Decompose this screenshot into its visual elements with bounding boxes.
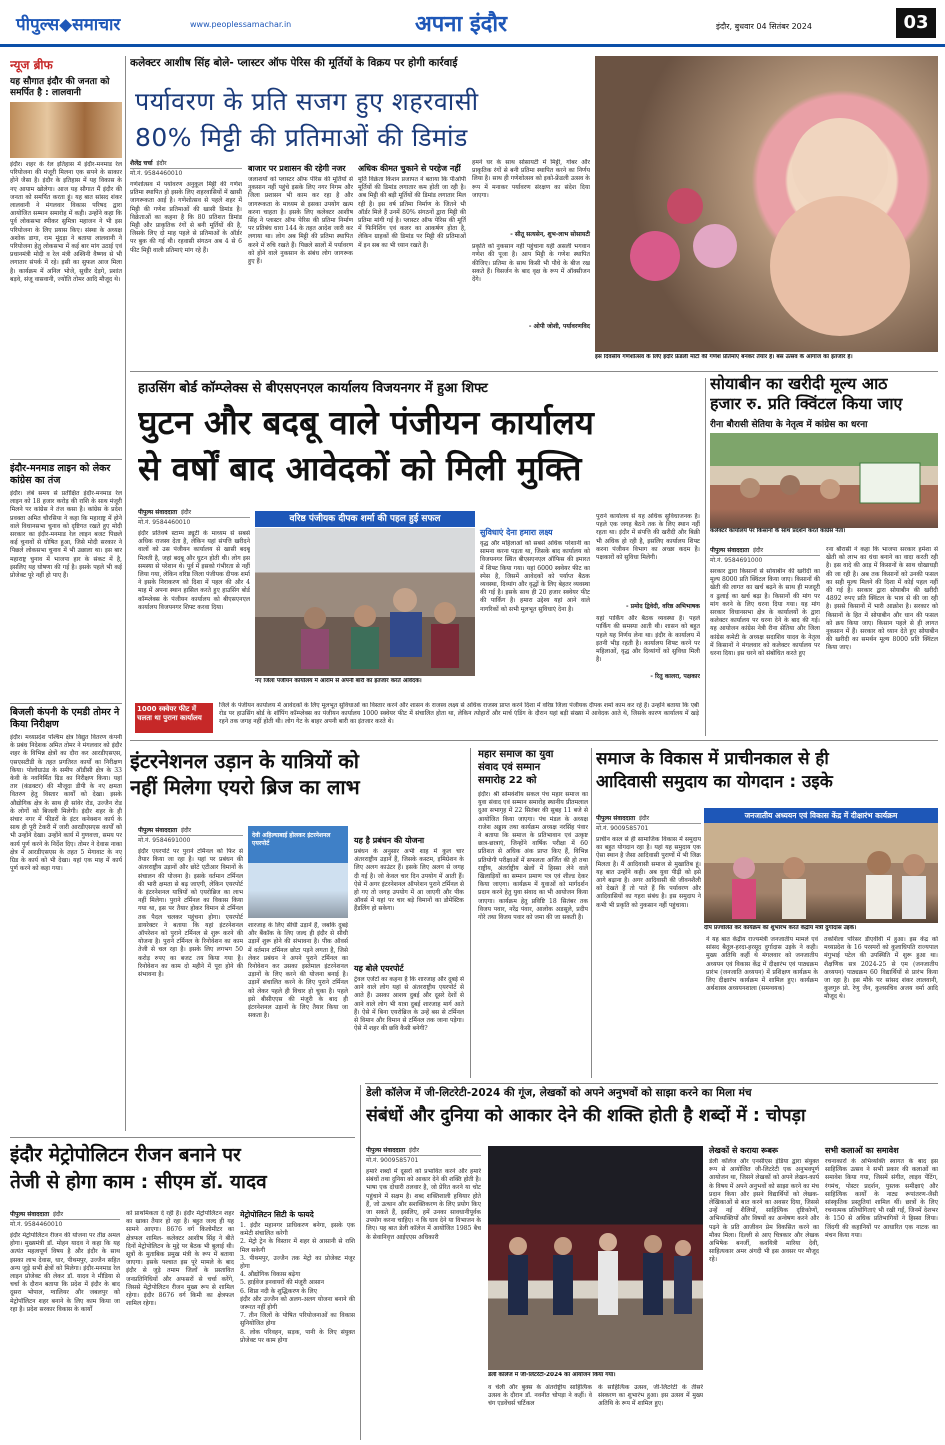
story8-col2: व चेली और बुक्स के अंतर्राष्ट्रीय साहित्यिक उत्सव के दौरान डॉ. नवनीत चोपड़ा ने कहीं। वे चंग एडवेंचर्स चर्टिकल [488,1384,592,1408]
story4-byline [138,826,243,836]
brief-1-photo [10,102,122,158]
story1-quote-2-author: - ओपी जोशी, पर्यावरणविद [528,323,590,331]
story3-col1: सरकार द्वारा किसानों से सोयाबीन की खरीदी का मूल्य 8000 प्रति क्विंटल किया जाए। किसानों की खेती की लागत का खर्च बढ़ने के साथ ही मजदूरी व ढुलाई का खर्च बढ़ा है। किसानों की मांग पर मांग करने के लिए धरना दिया गया। यह मांग सरकार विधानसभा क्षेत्र के कार्यालयों के द्वारा कलेक्टर कार्यालय पर धरना देने के बाद की गई। यह आयोजन कांग्रेस नेत्री रीना सेतिया और जिला कांग्रेस कमेटी के अध्यक्ष सदाशिव यादव के नेतृत्व में किसानों ने मंगलवार को कलेक्टर कार्यालय पर धरना दिया। इस धरने को संबोधित करते हुए [710,568,820,658]
story7-box-head: मेट्रोपोलिटन सिटी के फायदे [240,1210,314,1219]
story1-kicker: कलेक्टर आशीष सिंह बोले- प्लास्टर ऑफ पेरिस की मूर्तियों के विक्रय पर होगी कार्रवाई [130,57,458,69]
story1-mobile: मो.नं. 9584460010 [130,170,183,177]
airport-photo [248,826,348,918]
story4-col4: ट्रेवल एजेंटों का कहना है कि शारजाह और दुबई से आने वाले लोग यहां से अंतरराष्ट्रीय एयरपोर्ट से आते हैं। उसका आशय दुबई और दूसरे देशों से आने वाले लोग भी यात्रा दुबई शारजाह मार्ग आते हैं। ऐसे में बिना एयरोब्रिज के उन्हें बस से टर्मिनल से विमान और विमान से टर्मिनल तक जाना पड़ेगा। ऐसे में शहर की छवि कैसी बनेगी? [354,976,464,1033]
page-number: 03 [896,8,936,38]
story2-byline [138,508,250,518]
story8-kicker: डेली कॉलेज में जी-लिटरेटी-2024 की गूंज, लेखकों को अपने अनुभवों को साझा करने का मिला मंच [366,1087,752,1099]
story8-subhead-1: लेखकों से कराया रूबरू [709,1146,779,1155]
story3-subhead: रीना बौरासी सेतिया के नेतृत्व में कांग्रेस का धरना [710,420,868,430]
story1-col1: गणेशोत्सव में पर्यावरण अनुकूल मिट्टी की गणेश प्रतिमा स्थापित हो इसके लिए शहरवासियों में खासी जागरूकता आई है। गणेशोत्सव से पहले शहर में मिट्टी की गणेश प्रतिमाओं की खासी डिमांड है। विक्रेताओं का कहना है कि 80 प्रतिशत डिमांड मिट्टी और प्राकृतिक रंगों से बनी मूर्तियों की है, जिसके लिए दो माह पहले से प्रतिमाओं के ऑर्डर पर बुक की गई थी। रहवासी संगठन अब 4 से 6 फीट मिट्टी वाली प्रतिमाएं मांग रहे हैं। [130,181,242,254]
story5-headline-1[interactable]: महार समाज का युवा [478,749,554,760]
brief-1-body: इंदौर। शहर के रेल इतिहास में इंदौर-मनमाड रेल परियोजना की मंजूरी मिलना एक सपने के साकार होने जैसा है। इंदौर के इतिहास में यह विकास के नए आयाम खोलेगा। आज यह सौगात मैं इंदौर की जनता को समर्पित करता हूं। यह बात सांसद शंकर लालवानी ने मंगलवार विकास परिषद द्वारा आयोजित सम्मान समारोह में कही। उन्होंने कहा कि पूर्व लोकसभा स्पीकर सुमित्रा महाजन ने भी इस परियोजना के लिए प्रयास किए। संस्था के अध्यक्ष अशोक डागा, राम मूंदड़ा ने बताया लालवानी ने परियोजना हेतु लोकसभा में कई बार मांग उठाई एवं प्रधानमंत्री मोदी व रेल मंत्री अश्विनी वैष्णव से भी लगातार संपर्क में रहे। इसी का सुफल आज मिला है। कार्यक्रम में अनिल भोजे, सुधीर देड़गे, प्रशांत बड़वे, संजू वासवानी, ज्योति तोमर आदि मौजूद थे। [10,161,122,283]
logo[interactable]: पीपुल्स◆समाचार [16,15,121,35]
story2-footer-text: जिले के पंजीयन कार्यालय में आवेदकों के लिए मूलभूत सुविधाओं का विस्तार करने और शासन के राजस्व लक्ष्य से अधिक राजस्व प्राप्त करने दिशा में वरिष्ठ जिला पंजीयक दीपक शर्मा काम कर रहे हैं। उन्होंने बताया कि एबी रोड पर हाउसिंग बोर्ड के शॉपिंग कॉम्प्लेक्स का पंजीयन कार्यालय 1000 स्क्वेयर फीट में संचालित होता था, लेकिन त्योहारों और मार्च एंडिंग के दौरान यहां बड़ी संख्या में आवेदक आते थे, जिसके कारण कार्यालय में खड़े रहने तक जगह नहीं होती थी। लोग गेट के बाहर अपनी बारी का इंतजार करते थे। [219,702,699,726]
story-daily-college [366,1086,938,1440]
benefit-item: 6. शिप्रा नदी के शुद्धिकरण के लिए [240,1287,318,1295]
byline-city: इंदौर [180,509,192,516]
benefit-item: 5. हाईवेज इनवायरों की मंजूरी आसान [240,1279,324,1287]
story4-col2: शारजाह के लिए सीधी उड़ानें हैं, जबकि दुबई और बैंकॉक के लिए जल्द ही इंदौर से सीधी उड़ानें शुरू होने की संभावना है। पीक ऑवर्स में वर्तमान टर्मिनल छोटा पड़ने लगता है, जिसे लेकर प्रबंधन ने अपने पुराने टर्मिनल का रिनोवेशन कर उसका इस्तेमाल इंटरनेशनल उड़ानों के लिए करने की योजना बनाई है। उड़ानें संचालित करने के लिए पुराने टर्मिनल को लेकर पहले ही विचार हो चुका है। पहले इसे बीसीएएस की मंजूरी के बाद ही इंटरनेशनल उड़ानों के लिए तैयार किया जा सकता है। [248,922,348,1020]
story2-quote-2: यहां पार्किंग और बैठक व्यवस्था है। पहले पार्किंग की समस्या आती थी। शासन को बहुत पहले यह निर्णय लेना था। इंदौर के कार्यालय में इतनी भीड़ रहती है। कार्यालय शिफ्ट करने पर महिलाओं, वृद्ध और दिव्यांगों को सुविधा मिली है। [596,615,700,664]
news-brief-label: न्यूज ब्रीफ [10,58,53,72]
story3-headline-2[interactable]: हजार रु. प्रति क्विंटल किया जाए [710,394,903,413]
news-brief-column [10,56,122,1131]
story6-headline-2[interactable]: आदिवासी समुदाय का योगदान : उइके [596,772,833,792]
story2-tag: 1000 स्क्वेयर फीट में चलता था पुराना कार्यालय [135,703,213,733]
reporter-name: पीपुल्स संवाददाता [366,1147,406,1154]
benefit-item: 4. औद्योगिक विकास बढ़ेगा [240,1271,301,1279]
adivasi-photo-caption: दीप प्रज्वलित कर कार्यक्रम का शुभारंभ करते केंद्रीय मंत्री दुर्गादास उइके। [704,925,857,931]
event-shapes [704,823,938,923]
story4-headline-2[interactable]: नहीं मिलेगा एयरो ब्रिज का लाभ [130,775,360,799]
reporter-name: पीपुल्स संवाददाता [10,1211,50,1218]
story2-subhead: सुविधाएं देना हमारा लक्ष्य [480,528,553,537]
registration-office-photo [255,528,475,676]
byline-city: इंदौर [752,547,764,554]
ganesh-idols-photo [595,56,938,352]
story7-col2: को प्राथमिकता दे रही है। इंदौर मेट्रोपोलिटन शहर का खाका तैयार हो रहा है। बहुत जल्द ही यह सामने आएगा। 8676 वर्ग किलोमीटर का क्षेत्रफल शामिल- कलेक्टर आशीष सिंह ने बीते दिनों मेट्रोपोलिटन के मुद्दे पर बैठक भी बुलाई थी। सूत्रों के मुताबिक प्रमुख मंत्री के रूप में बताया जाएगा। इसके पश्चात इस पूरे मामले के बाद इंदौर से जुड़े तमाम जिलों के प्रस्तावित जनप्रतिनिधियों और अफसरों से चर्चा करेंगे, जिससे मेट्रोपोलिटन रीजन मुख्य रूप से शामिल रहेगा। इंदौर 8676 वर्ग किमी का क्षेत्रफल शामिल रहेगा। [126,1210,234,1308]
story1-headline-1[interactable]: पर्यावरण के प्रति सजग हुए शहरवासी [135,87,479,116]
story3-headline-1[interactable]: सोयाबीन का खरीदी मूल्य आठ [710,374,888,393]
story7-headline-2[interactable]: तेजी से होगा काम : सीएम डॉ. यादव [10,1171,267,1193]
brief-2-body: इंदौर। लंबे समय से प्रतीक्षित इंदौर-मनमाड रेल लाइन को 18 हजार करोड़ की राशि के साथ मंजूरी मिलने पर कांग्रेस ने तंज कसा है। कांग्रेस के प्रदेश प्रवक्ता अमित चौरसिया ने कहा कि महाराष्ट्र में होने वाले विधानसभा चुनाव को दृष्टिगत रखते हुए मोदी सरकार का इंदौर-मनमाड रेल लाइन बजट पिछले कई चुनावों से घोषित हुआ, जिसे मोदी सरकार ने पिछले लोकसभा चुनाव में भी उछाला था। इस बार महाराष्ट्र चुनाव में भाजपा हार के संकट में है, इसलिए यह घोषणा की गई है। इसके पहले भी कई प्रोजेक्ट पूरे नहीं हो पाए हैं। [10,490,122,580]
story8-mobile: मो.नं. 9009585701 [366,1157,419,1164]
story-aero-bridge [130,748,467,1078]
brief-1-headline[interactable]: यह सौगात इंदौर की जनता को समर्पित है : लालवानी [10,77,110,98]
story2-col2: वृद्ध और महिलाओं को सबसे अधिक परेशानी का सामना करना पड़ता था, जिसके बाद कार्यालय को विजयनगर स्थित बीएसएनएल ऑफिस की इमारत में शिफ्ट किया गया। यहां 6000 स्क्वेयर फीट का स्पेस है, जिसमें आवेदकों को पर्याप्त बैठक व्यवस्था, दिव्यांग और वृद्धों के लिए बेहतर व्यवस्था की गई है। इसके साथ ही 20 हजार स्क्वेयर फीट की पार्किंग है। हमारा उद्देश्य यहां आने वाले नागरिकों को सभी मूलभूत सुविधाएं देना है। [480,540,590,613]
benefit-item: 7. तीन जिलों के पोषित परियोजनाओं का विकास सुनियोजित होगा [240,1312,355,1328]
story8-col3: के साहित्यिक उत्सव, जी-लिटरेटी के तीसरे संस्करण का शुभारंभ हुआ। इस उत्सव में मुख्य अतिथि के रूप में शामिल हुए। [598,1384,703,1408]
story8-subhead-2: सभी कलाओं का समावेश [825,1146,899,1155]
story4-subhead-1: यह है प्रबंधन की योजना [354,836,425,845]
story5-headline-3[interactable]: समारोह 22 को [478,775,537,786]
daily-college-photo-caption: डेली कॉलेज में जी-लिटरेटी-2024 का आयोजन किया गया। [488,1372,616,1378]
story2-headline-1[interactable]: घुटन और बदबू वाले पंजीयन कार्यालय [138,403,594,442]
site-url[interactable]: www.peoplessamachar.in [190,20,292,29]
story1-byline [130,159,242,169]
story-mahar-samaj [478,748,588,1078]
benefit-item: 2. मेट्रो ट्रेन के विस्तार में शहर से आसानी से राशि मिल सकेगी [240,1238,355,1254]
benefit-item: 3. पीथमपुर, उज्जैन तक मेट्रो का प्रोजेक्ट मंजूर होगा [240,1254,355,1271]
benefit-item: इंदौर और उज्जैन को अलग-अलग योजना बनाने की जरूरत नहीं होगी [240,1295,355,1312]
story2-quote-1-author: - प्रमोद द्विवेदी, वरिष्ठ अभिभाषक [626,603,700,610]
story4-col3: प्रबंधन के अनुसार अभी शाह में कुल चार अंतरराष्ट्रीय उड़ानें हैं, जिसके कस्टम, इमिग्रेशन के लिए अलग काउंटर हैं। इसके लिए अलग से जगह दी गई है। जो केवल चार दिन उपयोग में आती हैं। ऐसे में अगर इंटरनेशनल ऑपरेशन पुराने टर्मिनल से हो गए तो जगह उपयोग में आ जाएगी और पीक ऑवर्स में यहां पर चार बड़े विमानों का डोमेस्टिक हैंडलिंग हो सकेगा। [354,848,464,913]
registration-photo-caption: नए जिला पंजीयन कार्यालय में आराम से अपनी बारी का इंतजार करते आवेदक। [255,678,422,684]
story1-subhead-2: बाजार पर प्रशासन की रहेगी नजर [248,164,346,173]
ganesh-photo-caption: इस दिवसीय गणेशोत्सव के लिए इंदौर फ्रेंडली माटी की गणेश प्रतिमाएं बनकर तैयार हैं। बस उत्सव के आगाज का इंतजार है। [595,354,853,360]
story2-quote-2-author: - रितु कालरा, पक्षकार [650,673,700,681]
story2-banner: वरिष्ठ पंजीयक दीपक शर्मा की पहल हुई सफल [255,511,475,527]
benefit-item: 1. इंदौर महानगर प्राधिकरण बनेगा, इसके एक कमेटी संचालित करेगी [240,1222,355,1238]
applicants-shapes [255,528,475,676]
story1-quote-1: हमने घर के साथ सोसायटी में मिट्टी, गोबर और प्राकृतिक रंगों से बनी प्रतिमा स्थापित करने का निर्णय लिया है। साथ ही गणेशोत्सव को इको-फ्रेंडली उत्सव के रूप में मनाकर पर्यावरण संरक्षण का संदेश दिया जाएगा। [472,159,590,199]
reporter-name: पीपुल्स संवाददाता [138,827,178,834]
story7-benefit-list [240,1222,355,1345]
story4-subhead-2: यह बोले एयरपोर्ट [354,964,404,973]
story1-quote-2: प्रकृति को नुकसान नहीं पहुंचाना यही असली भगवान गणेश की पूजा है। आप मिट्टी के गणेश स्थापित कीजिए। प्रतिमा के साथ किसी भी पौधे के बीज रख सकते हैं। विसर्जन के बाद वृक्ष के रूप में ऑक्सीजन देंगे। [472,243,590,284]
story8-col5: रचनाकारों के अभिव्यक्ति स्वागत के बाद इस साहित्यिक उत्सव ने सभी प्रकार की कलाओं का समावेश किया गया, जिसमें संगीत, लाइव पेंटिंग, रंगमंच, पोस्टर प्रदर्शन, पुस्तक समीक्षाएं और साहित्यिक कार्यों के नाट्य रूपांतरण-जैसी सांस्कृतिक प्रस्तुतियां शामिल थीं। छात्रों के लिए रचनात्मक प्रतियोगिताएं भी रखी गईं, जिनमें देशभर के 150 से अधिक प्रतिभागियों ने हिस्सा लिया। जिंदगी की कहानियों पर आधारित एक नाटक का मंचन किया गया। [825,1158,938,1239]
byline-city: इंदौर [638,815,650,822]
story8-col1: हमारे शब्दों में दूसरों को प्रभावित करने और हमारे संबंधों तथा दुनिया को आकार देने की शक्ति होती है। भाषा एक दोधारी तलवार है, जो प्रेरित करने या चोट पहुंचाने में सक्षम है। शब्द शक्तिशाली हथियार होते हैं, जो उत्थान और सशक्तिकरण के लिए प्रयोग किए जा सकते हैं, इसलिए, हमें उनका सावधानीपूर्वक उपयोग करना चाहिए। न कि घाव देने या विभाजन के लिए। यह बात डेली कॉलेज में आयोजित 1985 बैच के सेवानिवृत्त आईएएस अधिकारी [366,1168,481,1241]
story6-banner: जनजातीय अध्ययन एवं विकास केंद्र में दीक्षारंभ कार्यक्रम [704,808,938,823]
benefit-item: 8. लोक परिवहन, सड़क, पानी के लिए संयुक्त प्रोजेक्ट पर काम होगा [240,1328,355,1344]
story-ganesh-idols [130,56,938,371]
story2-headline-2[interactable]: से वर्षों बाद आवेदकों को मिली मुक्ति [138,449,582,488]
story2-quote-1: पुराने कार्यालय से यह अधिक सुविधाजनक है। पहले एक जगह बैठने तक के लिए स्थान नहीं रहता था। इंदौर में संपत्ति की खरीदी और बिक्री भी अधिक हो रही है, इसलिए कार्यालय शिफ्ट करना पंजीयन विभाग का अच्छा कदम है। पक्षकारों को सुविधा मिलेगी। [596,513,700,562]
section-title: अपना इंदौर [415,12,508,37]
reporter-name: पीपुल्स संवाददाता [596,815,636,822]
story-metropolitan [10,1142,355,1440]
story7-byline [10,1210,120,1220]
story1-headline-2[interactable]: 80% मिट्टी की प्रतिमाओं की डिमांड [135,123,468,152]
byline-city: इंदौर [408,1147,420,1154]
story6-col2: ने यह बात केंद्रीय राज्यमंत्री जनजातीय मामले एवं सांसद बैतूल-हरदा-हरसूद दुर्गादास उइके ने कही। मुख्य अतिथि कहीं थे मंगलवार को जनजातीय अध्ययन एवं विकास केंद्र में दीक्षारंभ एवं पाठ्यक्रम प्रारंभ (जनजाति अध्ययन) में प्रशिक्षण कार्यक्रम के लिए दीक्षारंभ कार्यक्रम में शामिल हुए। कार्यक्रम अर्थशास्त्र अध्ययनशाला (समन्वयक) [706,936,818,993]
story4-mobile: मो.नं. 9584691000 [138,837,191,844]
story8-headline[interactable]: संबंधों और दुनिया को आकार देने की शक्ति होती है शब्दों में : चोपड़ा [366,1106,806,1126]
soybean-photo-caption: कलेक्टर कार्यालय पर किसानों के साथ प्रदर्शन करते कांग्रेस नेता। [710,528,846,534]
story2-kicker: हाउसिंग बोर्ड कॉम्प्लेक्स से बीएसएनएल कार्यालय विजयनगर में हुआ शिफ्ट [138,381,488,396]
story4-col1: इंदौर एयरपोर्ट पर पुराने टर्मिनल को फिर से तैयार किया जा रहा है। यहां पर प्रबंधन की अंतरराष्ट्रीय उड़ानों और छोटे एटीआर विमानों के संचालन की योजना है। इसके वर्तमान टर्मिनल की भारी क्षमता से बढ़ जाएगी, लेकिन एयरपोर्ट के इंटरनेशनल यात्रियों को एयरोब्रिज का लाभ नहीं मिलेगा। पुराने टर्मिनल का विकास किया गया था, इस पर तैयार होकर विमान से टर्मिनल तक पैदल चलकर पहुंचना होगा। एयरपोर्ट डायरेक्टर ने बताया कि यहां इंटरनेशनल ऑपरेशन को पुराने टर्मिनल से शुरू करने की योजना है। पुराने टर्मिनल के रिनोवेशन का काम तेजी से चल रहा है। इसके लिए लगभग 50 करोड़ रुपए का बजट तय किया गया है। रिनोवेशन का काम दो महीने में पूरा होने की संभावना है। [138,848,243,979]
reporter-name: पीपुल्स संवाददाता [710,547,750,554]
story6-byline [596,814,701,824]
story3-col2: रना बौरासी ने कहा कि भाजपा सरकार हमेशा से खेती को लाभ का धंधा बनाने का वादा करती रही है। इस वादे की आड़ में किसानों के साथ धोखाधड़ी की जा रही है। अब तक किसानों को उनकी फसल का सही मूल्य मिलने की दिशा में कोई पहल नहीं की गई है। सरकार द्वारा सोयाबीन की खरीदी 4892 रुपए प्रति क्विंटल के भाव से की जा रही है। इससे किसानों में भारी आक्रोश है। सरकार को किसानों के हित में सोयाबीन और धान की फसल को क्रय किया जाए। किसान पहले से ही लागत नुकसान में हैं। सरकार को ध्यान देते हुए सोयाबीन की खरीदी का समर्थन मूल्य 8000 प्रति क्विंटल किया जाए। [826,546,938,652]
story8-col4: डेली कॉलेज और एनसीएस इंडिया द्वारा संयुक्त रूप से आयोजित जी-लिटरेटी एक अनुभवपूर्ण आयोजन था, जिसने लेखकों को अपने लेखन-कार्य के विषय में अपने अनुभवों को साझा करने का मंच प्रदान किया और इसने विद्यार्थियों को लेखक-लेखिकाओं से बात करने का अवसर दिया, जिससे उन्हें नई शैलियों, साहित्यिक दृष्टिकोणों, अभिव्यक्तियों और विषयों का अन्वेषण करने और पढ़ने के प्रति आजीवन प्रेम विकसित करने का मौका मिला। दिल्ली से आए चित्रकार और लेखक अभिषेक बनर्जी, कवयित्री मारिया देवी, साहित्यकार अमर अंगदी भी इस अवसर पर मौजूद रहे। [709,1158,819,1264]
story7-col1: इंदौर मेट्रोपोलिटन रीजन की योजना पर तीव्र अमल होगा। मुख्यमंत्री डॉ. मोहन यादव ने कहा कि यह अत्यंत महत्वपूर्ण विषय है और इंदौर के साथ इसका लाभ देवास, धार, पीथमपुर, उज्जैन सहित अन्य जुड़े सभी क्षेत्रों को मिलेगा। इंदौर-मनमाड रेल लाइन प्रोजेक्ट की लेकर डॉ. यादव ने मीडिया से चर्चा के दौरान बताया कि प्रदेश में इंदौर के बाद दूसरा भोपाल, ग्वालियर और जबलपुर को मेट्रोपॉलिटन शहर बनाने के लिए काम किया जा रहा है। प्रदेश सरकार विकास के कार्यों [10,1232,120,1313]
daily-college-photo [488,1146,703,1370]
story1-col2: जलाशयों को प्लास्टर ऑफ पेरिस की मूर्तियों से नुकसान नहीं पहुंचे इसके लिए नगर निगम और जिला प्रशासन भी काम कर रहा है और जागरूकता के माध्यम से इसका उपयोग खत्म करना चाहता है। इसके लिए कलेक्टर आशीष सिंह ने प्लास्टर ऑफ पेरिस की प्रतिमा निर्माण पर प्रतिबंध धारा 144 के तहत आदेश जारी कर लगाया था। लोग अब मिट्टी की प्रतिमा स्थापित करने में रुचि रखते हैं। पिछले सालों में पर्यावरण को होने वाले नुकसान के संबंध लोग जागरूक हुए हैं। [248,176,353,266]
story1-subhead-3: अधिक कीमत चुकाने से परहेज नहीं [358,164,461,173]
ganesh-idol-shapes [595,56,938,352]
reporter-name: शैलेंद्र चर्चा [130,160,153,167]
byline-city: इंदौर [52,1211,64,1218]
story5-body: इंदौर। श्री सोमवंशीय सकल पंच महार समाज का युवा संवाद एवं सम्मान समारोह स्थानीय प्रीतमलाल दुआ सभागृह में 22 सितंबर की सुबह 11 बजे से आयोजित किया जाएगा। पंच मंडल के अध्यक्ष राजेश अड्डाय तथा कार्यक्रम अध्यक्ष नरसिंह पंवार ने बताया कि समाज के प्रतिभावान एवं उत्कृष्ट छात्र-छात्राएं, जिन्होंने वार्षिक परीक्षा में 60 प्रतिशत से अधिक अंक प्राप्त किए हैं, विभिन्न प्रतियोगी परीक्षाओं में सफलता अर्जित की हो तथा राष्ट्रीय, अंतर्राष्ट्रीय खेलों में हिस्सा लेने वाले खिलाड़ियों का सम्मान प्रमाण पत्र एवं शील्ड देकर किया जाएगा। कार्यक्रम में युवाओं को मार्गदर्शन प्रदान करने हेतु युवा संवाद का भी आयोजन किया जाएगा। कार्यक्रम हेतु प्रविष्टि 18 सितंबर तक विजय पवार, नरेंद्र पंवार, आलोक अडसूले, प्रदीप गोरे तथा विजय पवार को जमा की जा सकती है। [478,791,588,922]
reporter-name: पीपुल्स संवाददाता [138,509,178,516]
dateline: इंदौर, बुधवार 04 सितंबर 2024 [716,22,812,31]
story5-headline-2[interactable]: संवाद एवं सम्मान [478,762,541,773]
story6-col1: प्राचीन काल से ही सामाजिक विकास में समुदाय का बहुत योगदान रहा है। यहां यह समुदाय एक ऐसा स्थान है जैसा आदिवासी पुराणों में भी जिक्र मिलता है। मैं आदिवासी समाज से मुखातिब हूं। यह बात उन्होंने कही। अब युवा पीढ़ी को इसे आगे बढ़ाना है। अगर आदिवासी की जीवनशैली को देखते हैं तो पाते हैं कि पर्यावरण और आदिवासियों का गहरा संबंध है। इस समुदाय ने कभी भी प्रकृति को नुकसान नहीं पहुंचाया। [596,836,701,909]
adivasi-event-photo [704,823,938,923]
story6-mobile: मो.नं. 9009585701 [596,825,649,832]
story1-col3: मूर्ति विक्रेता किशन प्रजापत ने बताया कि पीओपी मूर्तियों की डिमांड लगातार कम होती जा रही है। अब मिट्टी की बड़ी मूर्तियों की डिमांड लगातार मिल रही है। इस वर्ष प्रतिमा निर्माण के जितने भी ऑर्डर मिले हैं उनमें 80% संगठनों द्वारा मिट्टी की प्रतिमा मांगी गई है। प्लास्टर ऑफ पेरिस की मूर्ति में फिनिशिंग एवं कलर का आकर्षण होता है, लेकिन ग्राहकों की डिमांड पर मिट्टी की प्रतिमाओं में इन सब का भी ध्यान रखते हैं। [358,176,466,249]
students-shapes [488,1146,703,1370]
story-soybean [710,374,938,736]
masthead [0,0,945,47]
story-adivasi [596,748,938,1078]
story2-col1: इंदौर प्रतिवर्ष स्टाम्प ड्यूटी के माध्यम से सबसे अधिक राजस्व देता है, लेकिन यहां संपत्ति खरीदने वालों को उस पंजीयन कार्यालय से खासी बदबू मिलती है, जहां बदबू और घुटन होती थी। लोग इस समस्या से परेशान थे। पूर्व में इसको गंभीरता से नहीं लिया गया, लेकिन वरिष्ठ जिला पंजीयक दीपक शर्मा ने इसके निराकरण को दिशा में पहल की और 4 माह में अपना स्थान हासिल करते हुए हाउसिंग बोर्ड कॉम्प्लेक्स के पंजीयन कार्यालय को बीएसएनएल कार्यालय विजयनगर शिफ्ट करवा दिया। [138,530,250,611]
brief-3-headline[interactable]: बिजली कंपनी के एमडी तोमर ने किया निरीक्षण [10,707,120,730]
story7-headline-1[interactable]: इंदौर मेट्रोपोलिटन रीजन बनाने पर [10,1144,241,1166]
story3-byline [710,546,820,556]
story3-mobile: मो.नं. 9584691000 [710,557,763,564]
airport-sign: देवी अहिल्याबाई होलकर इंटरनेशनल एयरपोर्ट [252,832,331,847]
story1-quote-1-author: - सीतू सत्यसेन, शुभ-लाभ सोसायटी [510,231,590,238]
soybean-protest-photo [710,433,938,528]
story-registration-office [130,378,700,698]
story6-headline-1[interactable]: समाज के विकास में प्राचीनकाल से ही [596,749,829,769]
story6-col3: तकशिला परिसर डीएवीवी में हुआ। इस केंद्र को मध्यप्रदेश के 16 परस्परों को कुलाधिपति राज्यपाल मंगुभाई पटेल की उपस्थिति में शुरू हुआ था। शैक्षणिक सत्र 2024-25 से एम (जनजातीय अध्ययन) पाठ्यक्रम 60 विद्यार्थियों से प्रारंभ किया जा रहा है। इस मौके पर सांसद शंकर लालवानी, कुलगुरु प्रो. रेणु जैन, कुलसचिव अजय वर्मा आदि मौजूद थे। [824,936,938,1001]
story2-footer [135,702,700,736]
protest-shapes [710,433,938,528]
brief-3-body: इंदौर। मध्यप्रदेश पश्चिम क्षेत्र विद्युत वितरण कंपनी के प्रबंध निदेशक अमित तोमर ने मंगलवार को इंदौर शहर के विभिन्न क्षेत्रों का दौरा कर आरडीएसएस, एसएसटीडी के तहत प्रगतिरत कार्यों का निरीक्षण किया। पोलोग्राउंड के समीप ऑडीसी क्षेत्र के 33 केवी के नवनिर्मित ग्रिड का निरीक्षण किया। यहां तार (कंडक्टर) की मौजूदा डीपी के नए क्षमता वितरण हेतु विस्तार कार्यों को देखा। इसके औद्योगिक क्षेत्र के साथ ही सांवेर रोड, उज्जैन रोड के लोगों को बिजली मिलेगी। इंदौर शहर के ही संचार नगर में फीडरों के इंटर कनेक्शन कार्य के साथ ही पूरी टेकरी में जारी आरडीएसएस कार्यों को भी उन्होंने देखा। उन्होंने कार्य में गुणवत्ता, समय पर कार्य पूर्ण करने के निर्देश दिए। तोमर ने देवास नाका क्षेत्र में आरडीएसएस के तहत 5 मेगावाट के नए ग्रिड के कार्य को भी देखा। यहां एक माह में कार्य पूर्ण करने को कहा गया। [10,734,122,873]
brief-2-headline[interactable]: इंदौर-मनमाड लाइन को लेकर कांग्रेस का तंज [10,463,111,486]
story2-mobile: मो.नं. 9584460010 [138,519,191,526]
story7-mobile: मो.नं. 9584460010 [10,1221,63,1228]
story4-headline-1[interactable]: इंटरनेशनल उड़ान के यात्रियों को [130,749,359,773]
byline-city: इंदौर [180,827,192,834]
story8-byline [366,1146,481,1156]
byline-city: इंदौर [156,160,167,167]
